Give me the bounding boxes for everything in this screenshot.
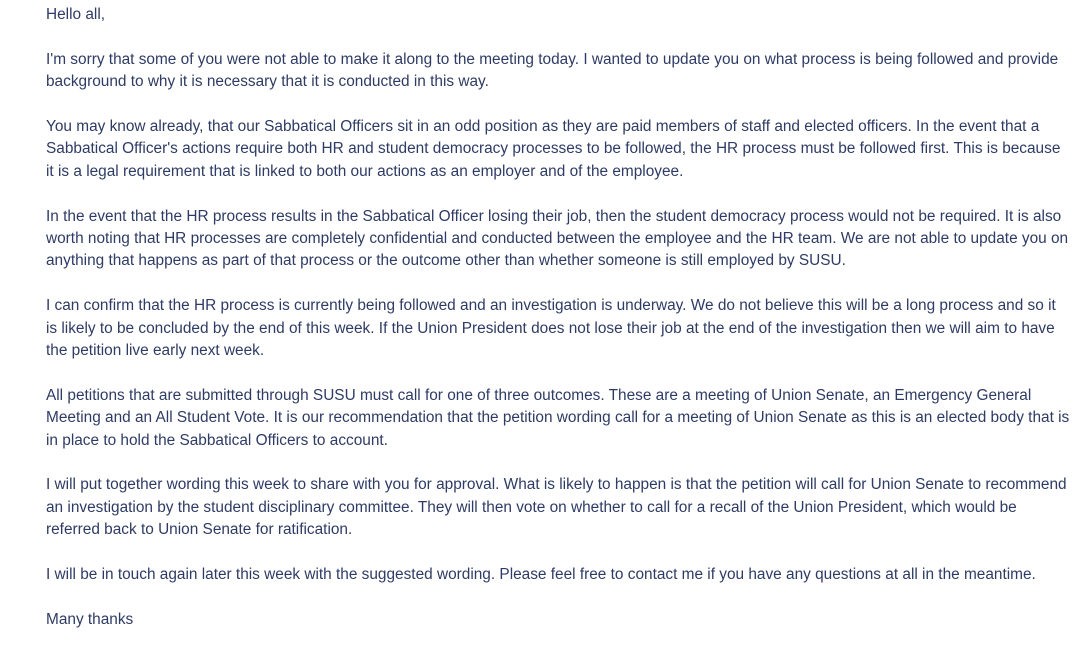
message-body [46,4,1070,654]
paragraph-investigation: I can confirm that the HR process is currently being followed and an investigation is underway. We do not believe this will be a long process and so it is likely to be concluded by the end of this week. If the Union President does not lose their job at the end of the investigation then we will aim to have the petition live early next week. [46,297,1056,360]
paragraph-follow-up: I will be in touch again later this week with the suggested wording. Please feel free to contact me if you have any questions at all in the meantime. [46,566,1036,584]
paragraph-meeting-update: I'm sorry that some of you were not able to make it along to the meeting today. I wanted to update you on what process is being followed and provide background to why it is necessary that it is conducted in this way. [46,50,1059,91]
paragraph-petition-wording: I will put together wording this week to share with you for approval. What is likely to happen is that the petition will call for Union Senate to recommend an investigation by the student disciplinary committee. They will then vote on whether to call for a recall of the Union President, which would be referred back to Union Senate for ratification. [46,476,1067,539]
paragraph-hr-process: In the event that the HR process results in the Sabbatical Officer losing their job, then the student democracy process would not be required. It is also worth noting that HR processes are completely confidential and conducted between the employee and the HR team. We are not able to update you on anything that happens as part of that process or the outcome other than whether someone is still employed by SUSU. [46,207,1069,270]
paragraph-petition-outcomes: All petitions that are submitted through SUSU must call for one of three outcomes. These are a meeting of Union Senate, an Emergency General Meeting and an All Student Vote. It is our recommendation that the petition wording call for a meeting of Union Senate as this is an elected body that is in place to hold the Sabbatical Officers to account. [46,386,1070,449]
greeting: Hello all, [46,6,106,23]
signoff: Many thanks [46,610,134,628]
paragraph-sabbatical-officers: You may know already, that our Sabbatical Officers sit in an odd position as they are paid members of staff and elected officers. In the event that a Sabbatical Officer's actions require both HR and student democracy processes to be followed, the HR process must be followed first. This is because it is a legal requirement that is linked to both our actions as an employer and of the employee. [46,118,1061,180]
